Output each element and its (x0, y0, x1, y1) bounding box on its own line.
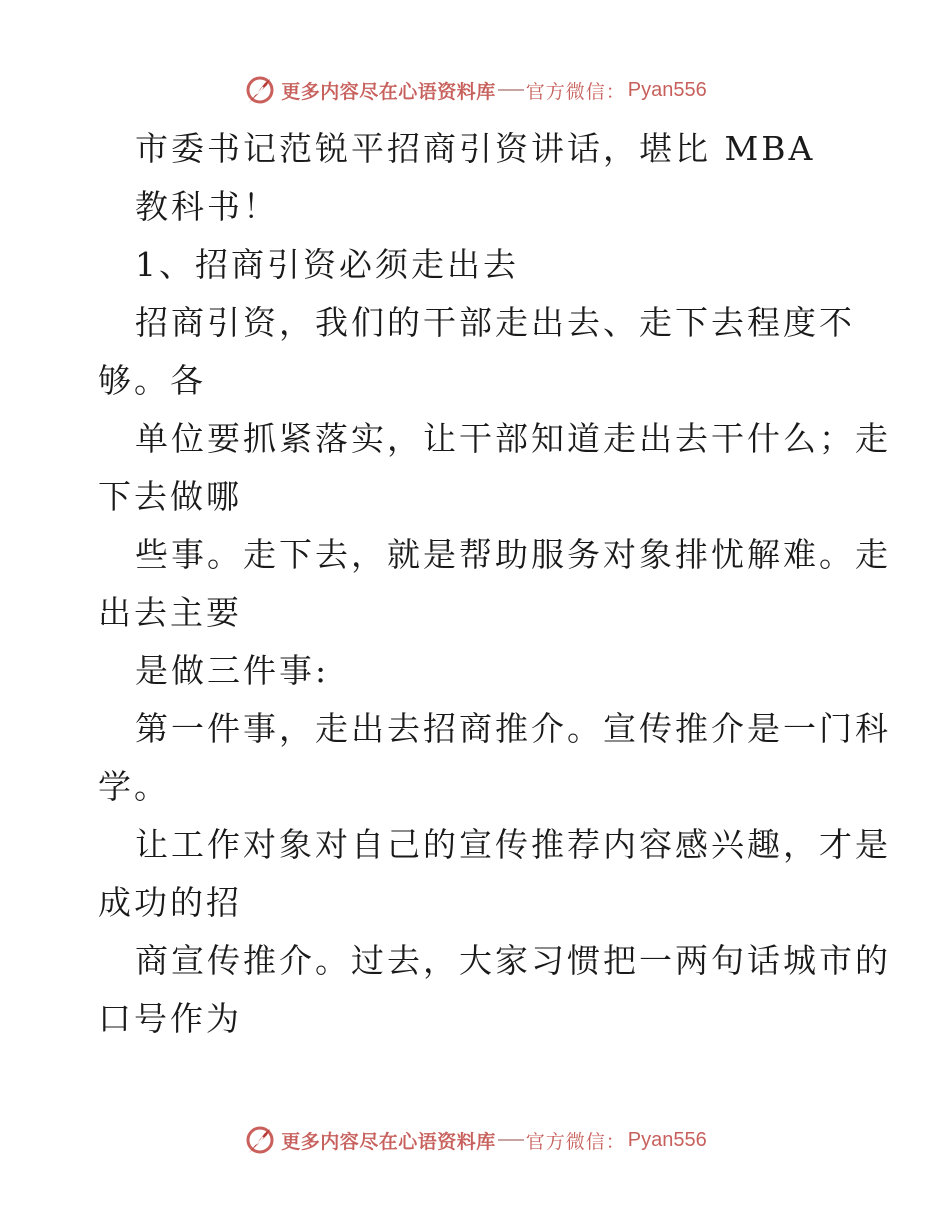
footer-watermark (0, 1122, 950, 1158)
text-line: 成功的招 (98, 883, 242, 922)
text-line: 商宣传推介。过去，大家习惯把一两句话城市的 (135, 941, 891, 980)
watermark-site-name: 更多内容尽在心语资料库 (281, 1130, 496, 1153)
text-line: 第一件事，走出去招商推介。宣传推介是一门科 (135, 709, 891, 748)
quill-logo-icon (243, 73, 277, 107)
text-line: 学。 (98, 767, 170, 806)
text-line: 出去主要 (98, 593, 242, 632)
watermark-wechat-label: 官方微信： (525, 1130, 626, 1153)
watermark-wechat-label: 官方微信： (525, 80, 626, 103)
text-line: 是做三件事: (135, 651, 330, 690)
text-line: 招商引资，我们的干部走出去、走下去程度不 (135, 303, 855, 342)
header-watermark (0, 72, 950, 108)
text-line: 让工作对象对自己的宣传推荐内容感兴趣，才是 (135, 825, 891, 864)
text-line: 下去做哪 (98, 477, 242, 516)
text-line: 些事。走下去，就是帮助服务对象排忧解难。走 (135, 535, 891, 574)
text-line: 口号作为 (98, 999, 242, 1038)
quill-logo-icon (243, 1123, 277, 1157)
text-line: 够。各 (98, 361, 206, 400)
text-line: 市委书记范锐平招商引资讲话，堪比 MBA (135, 129, 816, 168)
watermark-wechat-id: Pyan556 (627, 78, 707, 101)
watermark-dash (498, 1139, 524, 1141)
document-body (98, 120, 891, 1048)
text-line: 教科书！ (135, 187, 279, 226)
text-line: 1、招商引资必须走出去 (135, 245, 519, 284)
text-line: 单位要抓紧落实，让干部知道走出去干什么；走 (135, 419, 891, 458)
watermark-wechat-id: Pyan556 (627, 1128, 707, 1151)
watermark-site-name: 更多内容尽在心语资料库 (281, 80, 496, 103)
watermark-dash (498, 89, 524, 91)
